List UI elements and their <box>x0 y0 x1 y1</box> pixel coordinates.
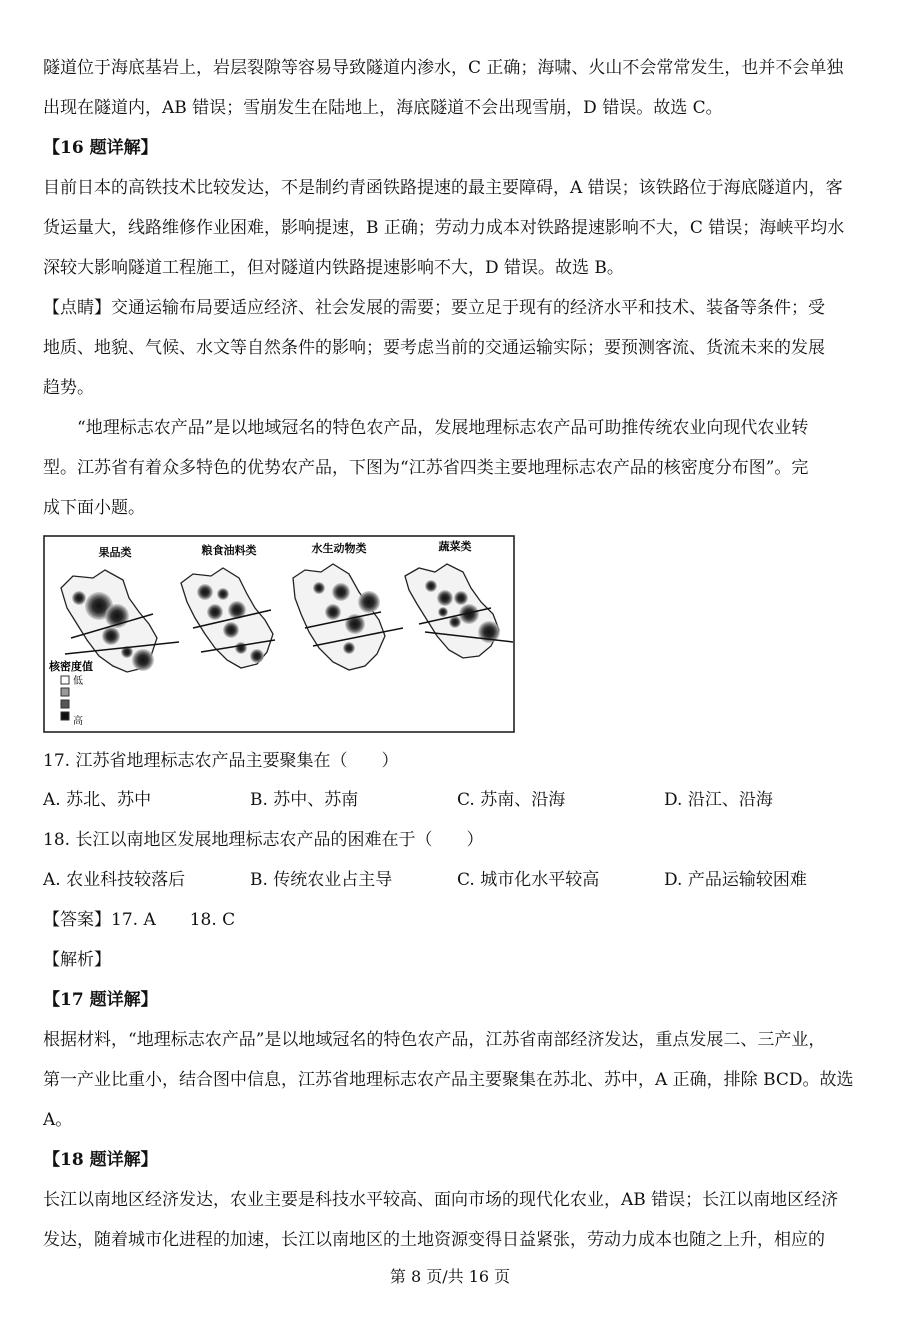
text-line: 地质、地貌、气候、水文等自然条件的影响；要考虑当前的交通运输实际；要预测客流、货流未来的发展 <box>43 338 825 358</box>
density-legend <box>48 659 93 727</box>
text-line: 深较大影响隧道工程施工，但对隧道内铁路提速影响不大，D 错误。故选 B。 <box>43 258 624 278</box>
text-line: 型。江苏省有着众多特色的优势农产品，下图为“江苏省四类主要地理标志农产品的核密度分布图”。完 <box>43 458 809 478</box>
text-line: 第一产业比重小，结合图中信息，江苏省地理标志农产品主要聚集在苏北、苏中，A 正确，排除 BCD。故选 <box>43 1070 854 1090</box>
map-panel-aquatic <box>293 564 403 670</box>
text-line: “地理标志农产品”是以地域冠名的特色农产品，发展地理标志农产品可助推传统农业向现代农业转 <box>77 418 809 438</box>
text-line: 目前日本的高铁技术比较发达，不是制约青函铁路提速的最主要障碍，A 错误；该铁路位于海底隧道内，客 <box>43 178 843 198</box>
text-line: A。 <box>43 1110 73 1130</box>
text-line: 隧道位于海底基岩上，岩层裂隙等容易导致隧道内渗水，C 正确；海啸、火山不会常常发生，也并不会单独 <box>43 58 844 78</box>
map-panel-vegetable <box>405 564 513 658</box>
question-17-stem: 17. 江苏省地理标志农产品主要聚集在（ ） <box>43 751 399 771</box>
answer-line: 【答案】17. A 18. C <box>43 910 236 930</box>
text-line: 根据材料，“地理标志农产品”是以地域冠名的特色农产品，江苏省南部经济发达，重点发展二、三产业， <box>43 1030 826 1050</box>
q17-option-c[interactable]: C. 苏南、沿海 <box>457 790 566 810</box>
question-18-stem: 18. 长江以南地区发展地理标志农产品的困难在于（ ） <box>43 830 484 850</box>
legend-high-label: 高 <box>73 716 83 727</box>
map-panel-fruit <box>61 570 179 672</box>
section-heading: 【17 题详解】 <box>43 990 158 1010</box>
text-line: 出现在隧道内，AB 错误；雪崩发生在陆地上，海底隧道不会出现雪崩，D 错误。故选 C。 <box>43 98 723 118</box>
section-heading: 【18 题详解】 <box>43 1150 158 1170</box>
density-map-figure <box>43 528 515 733</box>
q18-option-d[interactable]: D. 产品运输较困难 <box>664 870 807 890</box>
panel-title: 粮食油料类 <box>201 544 257 557</box>
text-line: 趋势。 <box>43 378 94 398</box>
analysis-heading: 【解析】 <box>43 950 111 970</box>
q17-option-a[interactable]: A. 苏北、苏中 <box>43 790 152 810</box>
q17-option-b[interactable]: B. 苏中、苏南 <box>250 790 359 810</box>
page-footer: 第 8 页/共 16 页 <box>389 1267 511 1286</box>
q18-option-a[interactable]: A. 农业科技较落后 <box>43 870 186 890</box>
text-line: 货运量大，线路维修作业困难，影响提速，B 正确；劳动力成本对铁路提速影响不大，C 错误；海峡平均水 <box>43 218 845 238</box>
panel-title: 水生动物类 <box>311 542 367 555</box>
q18-option-b[interactable]: B. 传统农业占主导 <box>250 870 393 890</box>
text-line: 【点睛】交通运输布局要适应经济、社会发展的需要；要立足于现有的经济水平和技术、装备等条件；受 <box>43 298 825 318</box>
section-heading: 【16 题详解】 <box>43 138 158 158</box>
legend-title: 核密度值 <box>49 660 93 673</box>
text-line: 发达，随着城市化进程的加速，长江以南地区的土地资源变得日益紧张，劳动力成本也随之上升，相应的 <box>43 1230 825 1250</box>
panel-title: 蔬菜类 <box>438 540 472 553</box>
panel-title: 果品类 <box>98 546 132 559</box>
q17-option-d[interactable]: D. 沿江、沿海 <box>664 790 773 810</box>
text-line: 成下面小题。 <box>43 498 145 518</box>
text-line: 长江以南地区经济发达，农业主要是科技水平较高、面向市场的现代化农业，AB 错误；长江以南地区经济 <box>43 1190 839 1210</box>
legend-low-label: 低 <box>73 676 83 687</box>
q18-option-c[interactable]: C. 城市化水平较高 <box>457 870 600 890</box>
map-panel-grain-oil <box>181 568 275 668</box>
